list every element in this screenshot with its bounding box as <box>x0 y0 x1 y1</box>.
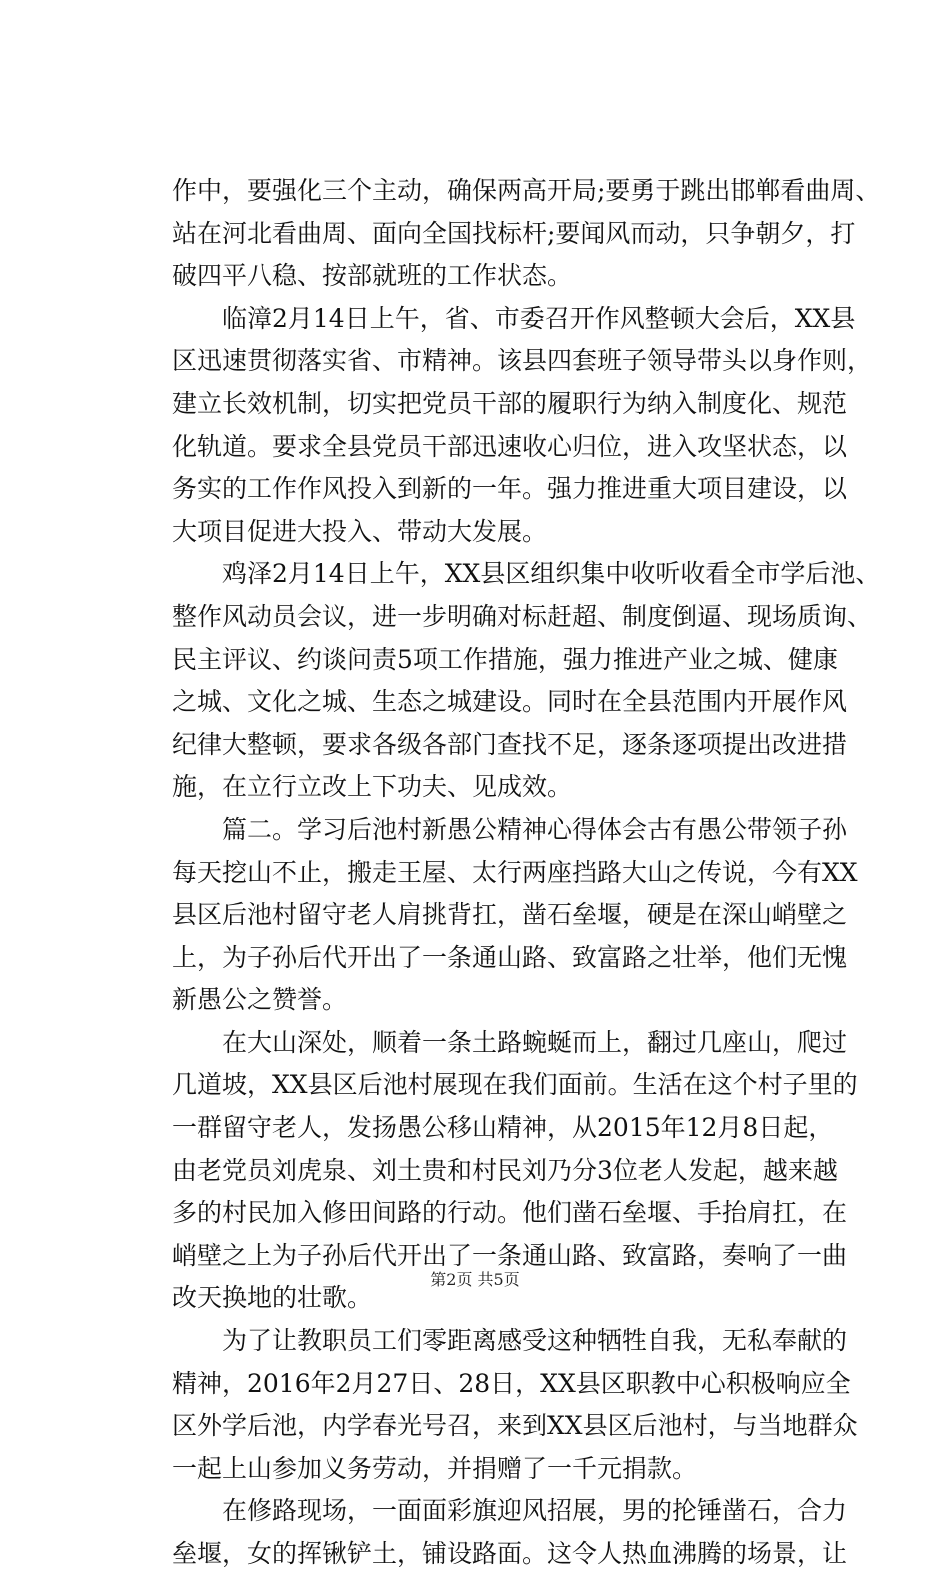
text-line: 峭壁之上为子孙后代开出了一条通山路、致富路，奏响了一曲 <box>172 1240 848 1270</box>
text-line: 区外学后池，内学春光号召，来到XX县区后池村，与当地群众 <box>172 1411 858 1441</box>
text-line: 县区后池村留守老人肩挑背扛，凿石垒堰，硬是在深山峭壁之 <box>172 900 848 930</box>
text-line: 临漳2月14日上午，省、市委召开作风整顿大会后，XX县 <box>222 303 856 333</box>
text-line: 施，在立行立改上下功夫、见成效。 <box>172 772 573 802</box>
text-line: 每天挖山不止，搬走王屋、太行两座挡路大山之传说，今有XX <box>172 857 858 887</box>
text-line: 之城、文化之城、生态之城建设。同时在全县范围内开展作风 <box>172 687 848 717</box>
text-line: 精神，2016年2月27日、28日，XX县区职教中心积极响应全 <box>172 1368 851 1398</box>
text-line: 几道坡，XX县区后池村展现在我们面前。生活在这个村子里的 <box>172 1070 858 1100</box>
text-line: 改天换地的壮歌。 <box>172 1283 373 1313</box>
text-line: 一起上山参加义务劳动，并捐赠了一千元捐款。 <box>172 1453 698 1483</box>
text-line: 破四平八稳、按部就班的工作状态。 <box>172 261 573 291</box>
text-line: 区迅速贯彻落实省、市精神。该县四套班子领导带头以身作则， <box>172 346 873 376</box>
text-line: 篇二。学习后池村新愚公精神心得体会古有愚公带领子孙 <box>222 814 848 844</box>
paragraph <box>172 809 858 1022</box>
paragraph <box>172 298 873 554</box>
text-line: 为了让教职员工们零距离感受这种牺牲自我，无私奉献的 <box>222 1326 848 1356</box>
text-line: 建立长效机制，切实把党员干部的履职行为纳入制度化、规范 <box>172 388 848 418</box>
paragraph <box>172 1320 858 1490</box>
text-line: 站在河北看曲周、面向全国找标杆;要闻风而动，只争朝夕，打 <box>172 218 856 248</box>
text-line: 作中，要强化三个主动，确保两高开局;要勇于跳出邯郸看曲周、 <box>172 176 881 205</box>
text-line: 务实的工作作风投入到新的一年。强力推进重大项目建设，以 <box>172 474 848 504</box>
page-number-footer: 第2页 共5页 <box>430 1270 520 1289</box>
text-line: 一群留守老人，发扬愚公移山精神，从2015年12月8日起， <box>172 1113 834 1143</box>
text-line: 民主评议、约谈问责5项工作措施，强力推进产业之城、健康 <box>172 644 838 674</box>
text-line: 在修路现场，一面面彩旗迎风招展，男的抡锤凿石，合力 <box>222 1496 848 1526</box>
document-body <box>172 170 881 1576</box>
text-line: 纪律大整顿，要求各级各部门查找不足，逐条逐项提出改进措 <box>172 729 848 759</box>
paragraph <box>172 1490 848 1575</box>
text-line: 垒堰，女的挥锹铲土，铺设路面。这令人热血沸腾的场景，让 <box>172 1539 848 1568</box>
text-line: 上，为子孙后代开出了一条通山路、致富路之壮举，他们无愧 <box>172 942 848 972</box>
text-line: 在大山深处，顺着一条土路蜿蜒而上，翻过几座山，爬过 <box>222 1027 848 1057</box>
text-line: 整作风动员会议，进一步明确对标赶超、制度倒逼、现场质询、 <box>172 601 873 631</box>
text-line: 大项目促进大投入、带动大发展。 <box>172 516 548 546</box>
paragraph <box>172 170 881 298</box>
text-line: 由老党员刘虎泉、刘土贵和村民刘乃分3位老人发起，越来越 <box>172 1155 838 1185</box>
text-line: 化轨道。要求全县党员干部迅速收心归位，进入攻坚状态，以 <box>172 431 848 461</box>
text-line: 新愚公之赞誉。 <box>172 985 348 1015</box>
text-line: 鸡泽2月14日上午，XX县区组织集中收听收看全市学后池、 <box>222 559 881 589</box>
text-line: 多的村民加入修田间路的行动。他们凿石垒堰、手抬肩扛，在 <box>172 1198 848 1228</box>
paragraph <box>172 553 881 809</box>
